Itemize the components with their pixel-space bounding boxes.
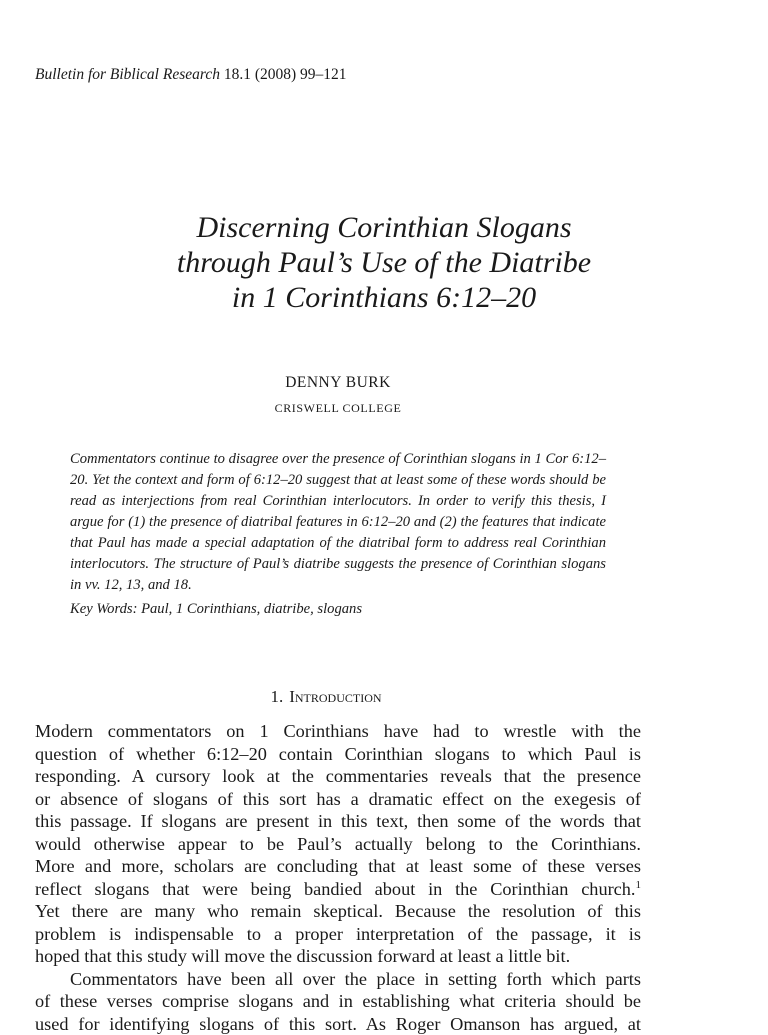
abstract: Commentators continue to disagree over the presence of Corinthian slogans in 1 Cor 6:12–20. Yet the context and form of 6:12–20 suggest that at least some of these words should be read as interjections from real Corinthian interlocutors. In order to verify this thesis, I argue for (1) the presence of diatribal features in 6:12–20 and (2) the features that indicate that Paul has made a special adaptation of the diatribal form to address real Corinthian interlocutors. The structure of Paul’s diatribe suggests the presence of Corinthian slogans in vv. 12, 13, and 18. (70, 449, 606, 596)
keywords: Key Words: Paul, 1 Corinthians, diatribe, slogans (70, 601, 362, 618)
article-title (0, 210, 768, 315)
body-line: this passage. If slogans are present in this text, then some of the words that (35, 810, 641, 833)
body-line: or absence of slogans of this sort has a dramatic effect on the exegesis of (35, 788, 641, 811)
title-line-1: Discerning Corinthian Slogans (0, 210, 768, 245)
body-line: responding. A cursory look at the commentaries reveals that the presence (35, 765, 641, 788)
journal-volume-pages: 18.1 (2008) 99–121 (224, 66, 347, 83)
body-line: used for identifying slogans of this sort. As Roger Omanson has argued, at (35, 1013, 641, 1035)
body-line-text: reflect slogans that were being bandied about in the Corinthian church. (35, 879, 636, 899)
author-name: DENNY BURK (0, 374, 676, 392)
body-text (35, 720, 641, 1035)
section-heading (0, 687, 652, 707)
author-affiliation: CRISWELL COLLEGE (0, 401, 676, 416)
body-line: Commentators have been all over the place in setting forth which parts (35, 968, 641, 991)
journal-citation (35, 66, 347, 84)
journal-name: Bulletin for Biblical Research (35, 66, 220, 83)
body-line: More and more, scholars are concluding that at least some of these verses (35, 855, 641, 878)
section-title: Introduction (289, 687, 381, 706)
body-line: problem is indispensable to a proper interpretation of the passage, it is (35, 923, 641, 946)
body-line: Modern commentators on 1 Corinthians have had to wrestle with the (35, 720, 641, 743)
title-line-3: in 1 Corinthians 6:12–20 (0, 280, 768, 315)
footnote-marker[interactable]: 1 (636, 878, 642, 890)
body-line: would otherwise appear to be Paul’s actually belong to the Corinthians. (35, 833, 641, 856)
body-line: Yet there are many who remain skeptical. Because the resolution of this (35, 900, 641, 923)
body-line: of these verses comprise slogans and in establishing what criteria should be (35, 990, 641, 1013)
body-line: question of whether 6:12–20 contain Corinthian slogans to which Paul is (35, 743, 641, 766)
title-line-2: through Paul’s Use of the Diatribe (0, 245, 768, 280)
body-line: hoped that this study will move the discussion forward at least a little bit. (35, 945, 641, 968)
section-number: 1. (270, 687, 283, 706)
body-line-with-footnote (35, 878, 641, 901)
